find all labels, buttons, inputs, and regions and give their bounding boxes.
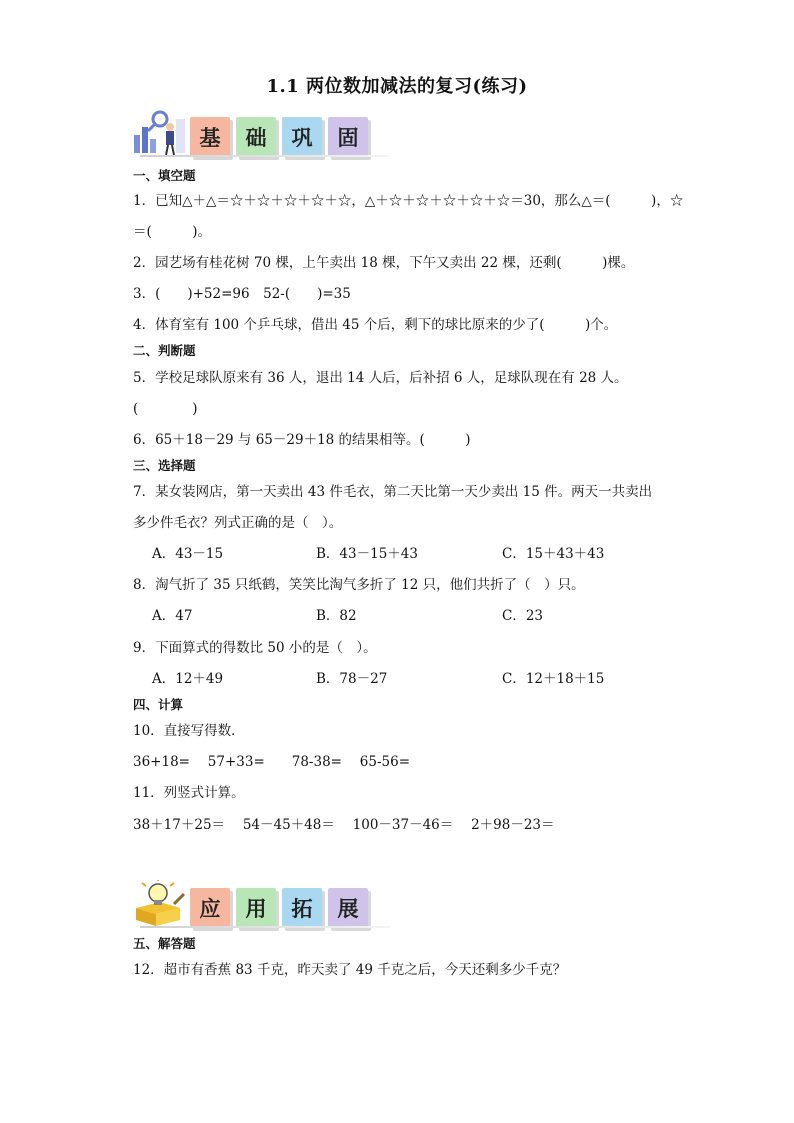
section-heading: 二、判断题: [133, 343, 196, 358]
banner-tile: 固: [328, 117, 368, 157]
question-text: 2．园艺场有桂花树 70 棵，上午卖出 18 棵，下午又卖出 22 棵，还剩( )棵。: [133, 255, 635, 271]
question-text: 4．体育室有 100 个乒乓球，借出 45 个后，剩下的球比原来的少了( )个。: [133, 317, 618, 333]
option-a: A．47: [152, 608, 193, 624]
question-text: 7．某女装网店，第一天卖出 43 件毛衣，第二天比第一天少卖出 15 件。两天一共卖出: [133, 484, 653, 500]
banner-underline: [140, 926, 390, 928]
section-banner-extension: [130, 880, 374, 928]
question-text: 1．已知△＋△＝☆＋☆＋☆＋☆＋☆，△＋☆＋☆＋☆＋☆＋☆＝30，那么△＝( )，☆: [133, 193, 684, 209]
question-text: 11．列竖式计算。: [133, 785, 245, 801]
section-heading: 一、填空题: [133, 168, 196, 183]
section-heading: 三、选择题: [133, 458, 196, 473]
page-title: 1.1 两位数加减法的复习(练习): [266, 76, 528, 97]
section-heading: 五、解答题: [133, 936, 196, 951]
option-a: A．43－15: [152, 546, 224, 562]
banner-tile: 展: [328, 888, 368, 928]
banner-underline: [140, 155, 390, 157]
question-text: 10．直接写得数．: [133, 723, 245, 739]
section-banner-basic: [130, 109, 374, 157]
section-heading: 四、计算: [133, 697, 184, 712]
banner-tile: 拓: [282, 888, 322, 928]
calculation-items: 38＋17＋25＝ 54－45＋48＝ 100－37－46＝ 2＋98－23＝: [133, 817, 555, 833]
question-text: 6．65＋18－29 与 65－29＋18 的结果相等。( ): [133, 432, 471, 448]
banner-tile: 应: [190, 888, 230, 928]
option-c: C．12＋18＋15: [502, 671, 605, 687]
calculation-items: 36+18= 57+33= 78-38= 65-56=: [133, 754, 411, 770]
option-b: B．43－15＋43: [316, 546, 418, 562]
option-a: A．12＋49: [152, 671, 224, 687]
chart-person-icon: [130, 109, 186, 157]
question-text: 12．超市有香蕉 83 千克，昨天卖了 49 千克之后，今天还剩多少千克？: [133, 962, 567, 978]
banner-tile: 用: [236, 888, 276, 928]
banner-tile: 基: [190, 117, 230, 157]
lightbulb-box-icon: [130, 880, 186, 928]
question-text: 3．( )+52=96 52-( )=35: [133, 286, 351, 302]
question-text: 多少件毛衣？列式正确的是（ ）。: [133, 515, 343, 531]
option-c: C．15＋43＋43: [502, 546, 605, 562]
question-text: 9．下面算式的得数比 50 小的是（ ）。: [133, 640, 377, 656]
option-b: B．82: [316, 608, 357, 624]
question-text: 5．学校足球队原来有 36 人，退出 14 人后，后补招 6 人，足球队现在有 28 人。: [133, 370, 628, 386]
question-text: ＝( )。: [133, 224, 212, 240]
answer-blank: ( ): [133, 401, 198, 417]
option-b: B．78－27: [316, 671, 388, 687]
option-c: C．23: [502, 608, 544, 624]
banner-tile: 础: [236, 117, 276, 157]
banner-tile: 巩: [282, 117, 322, 157]
question-text: 8．淘气折了 35 只纸鹤，笑笑比淘气多折了 12 只，他们共折了（ ）只。: [133, 577, 585, 593]
